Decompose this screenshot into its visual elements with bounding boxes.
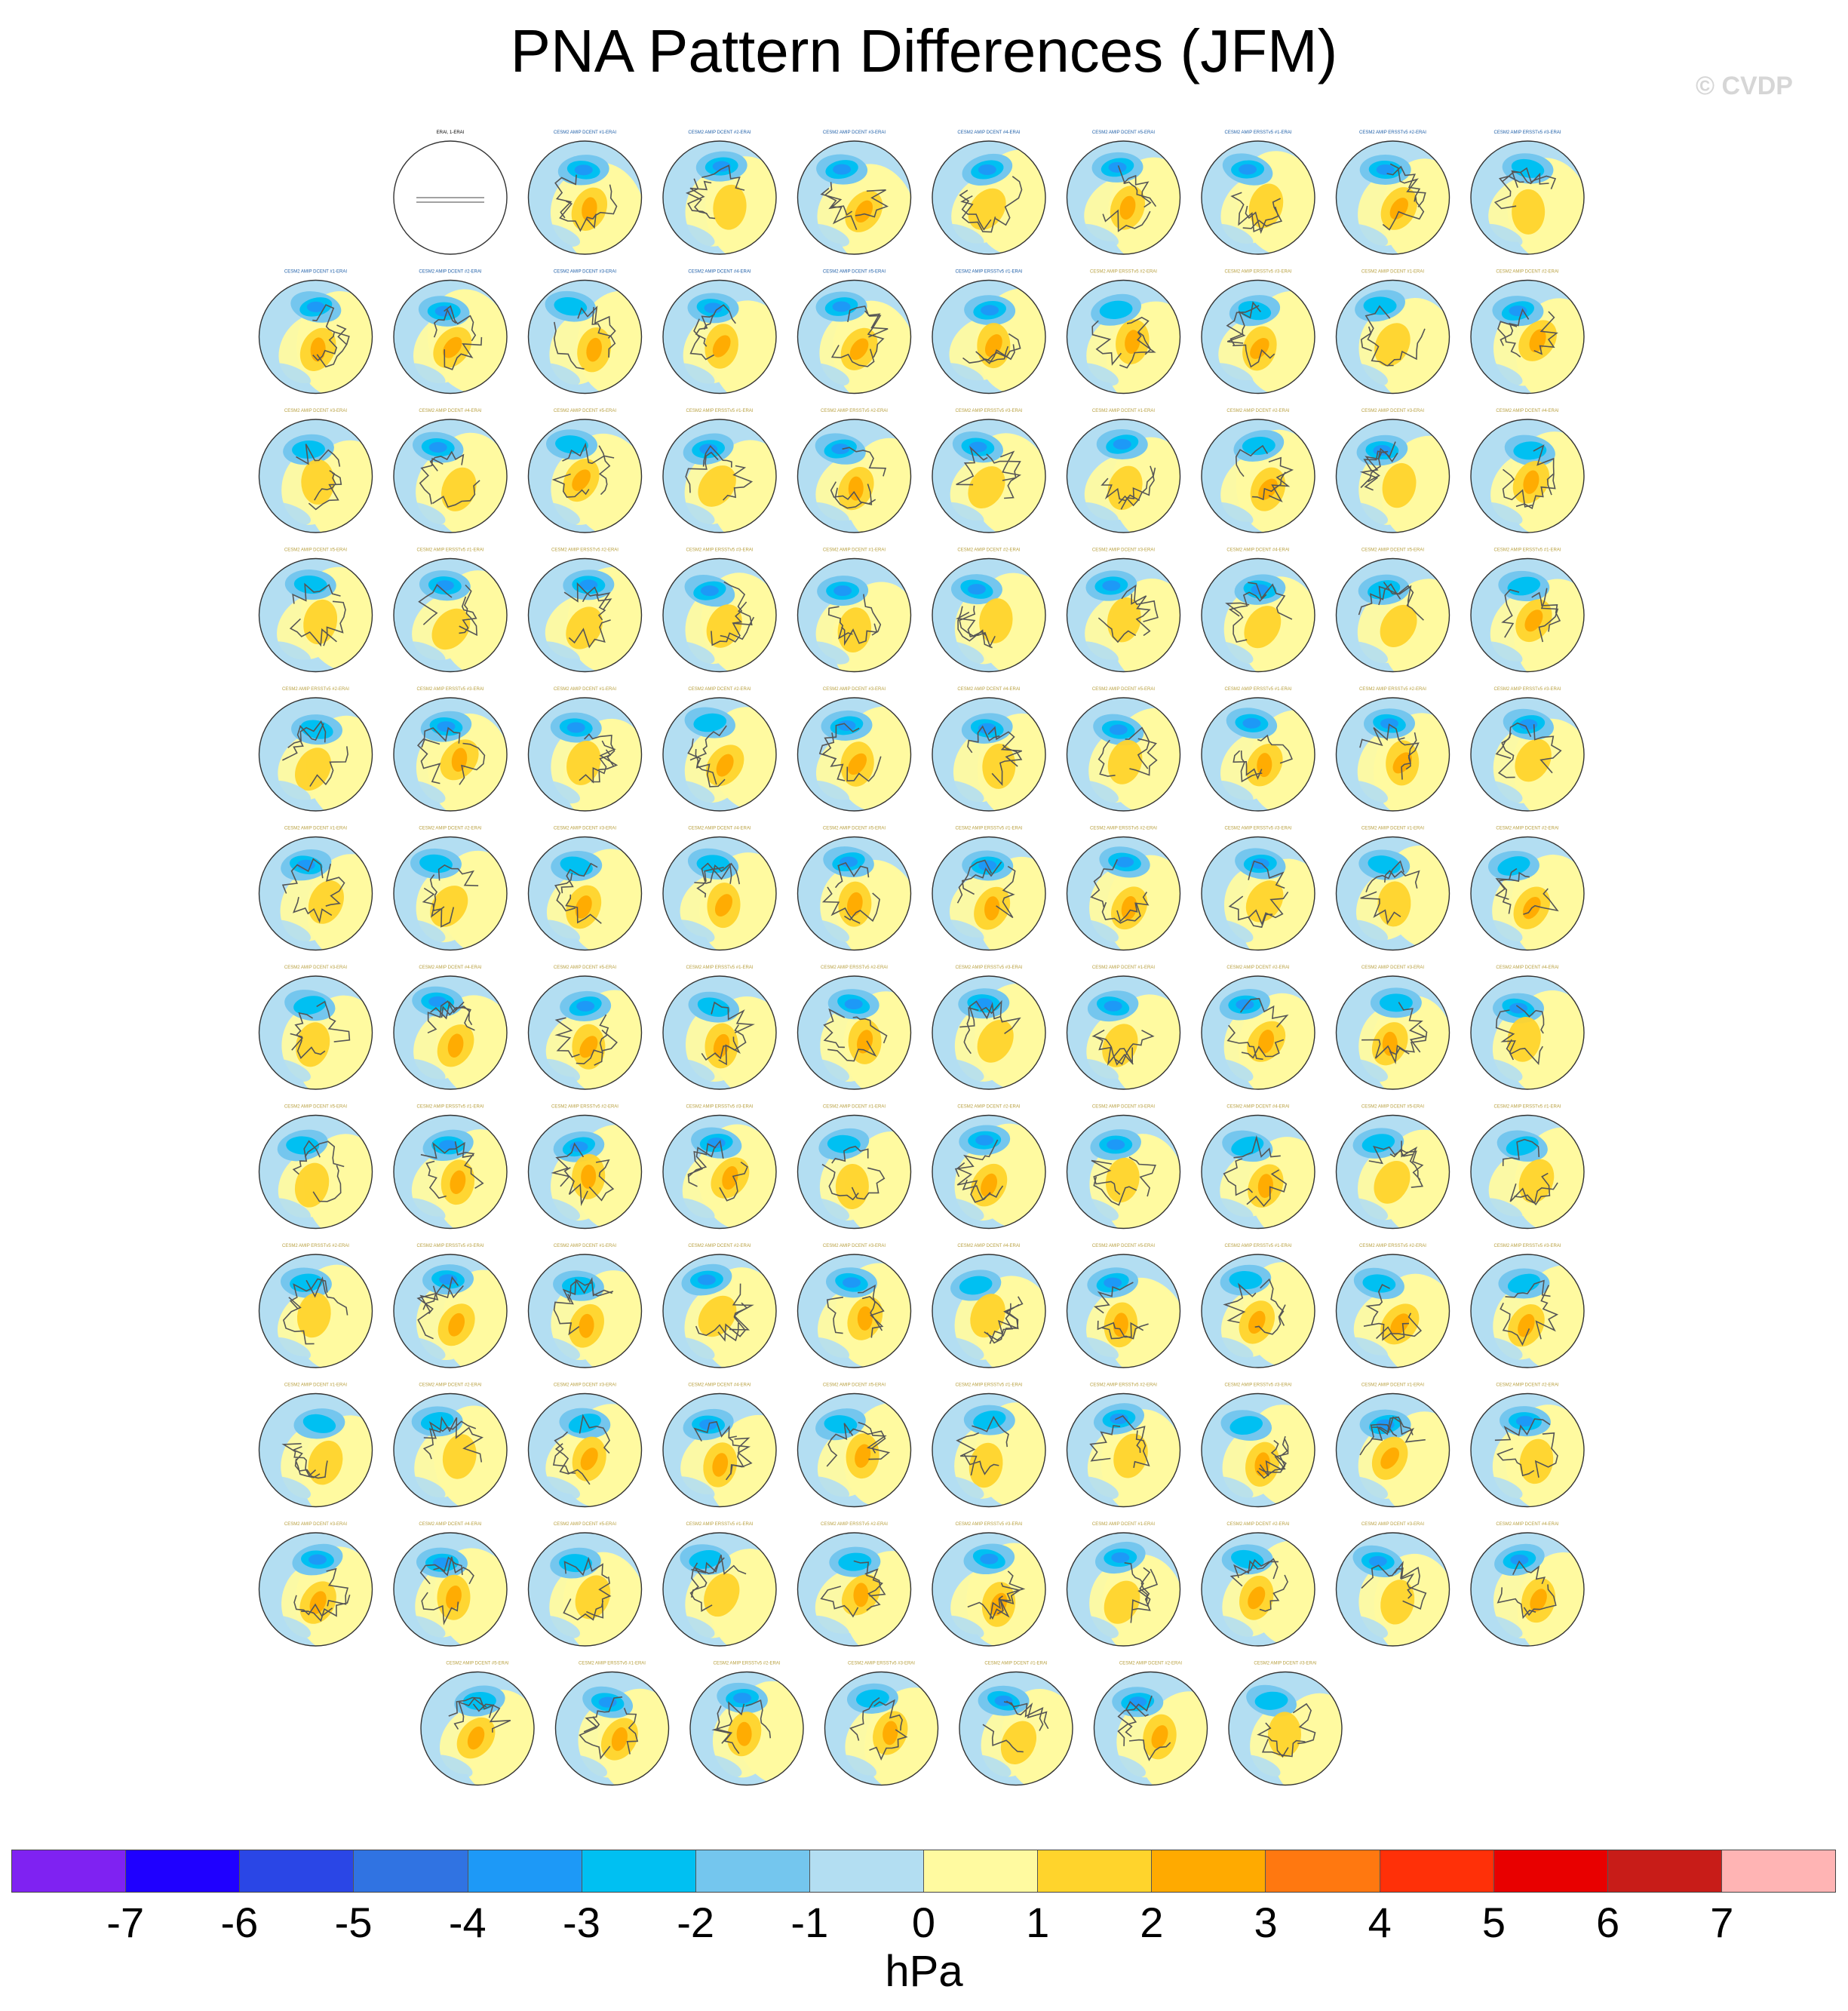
panel-title: CESM2 AMIP DCENT #5-ERAI bbox=[822, 269, 886, 275]
panel-title: CESM2 AMIP DCENT #4-ERAI bbox=[1226, 548, 1290, 553]
panel-title: CESM2 AMIP ERSSTv5 #2-ERAI bbox=[282, 687, 349, 692]
colorbar-bin bbox=[810, 1850, 924, 1892]
panel-title: CESM2 AMIP DCENT #3-ERAI bbox=[1091, 548, 1156, 553]
difference-map-panel bbox=[394, 1105, 527, 1242]
panel-title: CESM2 AMIP ERSSTv5 #3-ERAI bbox=[955, 409, 1023, 413]
difference-map-panel bbox=[1471, 1522, 1610, 1665]
difference-map-panel bbox=[932, 1383, 1058, 1509]
colorbar-bin bbox=[240, 1850, 354, 1892]
panel-title: CESM2 AMIP ERSSTv5 #3-ERAI bbox=[955, 1522, 1023, 1527]
panel-title: CESM2 AMIP DCENT #5-ERAI bbox=[1091, 687, 1156, 692]
panel-title: CESM2 AMIP ERSSTv5 #2-ERAI bbox=[551, 548, 619, 553]
panel-title: CESM2 AMIP DCENT #5-ERAI bbox=[1361, 548, 1425, 553]
difference-map-panel bbox=[1337, 1522, 1461, 1662]
colorbar-bin bbox=[1722, 1850, 1835, 1892]
colorbar-tick-label: 2 bbox=[1140, 1899, 1164, 1946]
difference-map-panel bbox=[529, 827, 656, 959]
difference-map-panel bbox=[798, 966, 929, 1098]
panel-title: CESM2 AMIP DCENT #2-ERAI bbox=[957, 548, 1021, 553]
difference-map-panel bbox=[663, 130, 791, 264]
panel-title: CESM2 AMIP ERSSTv5 #3-ERAI bbox=[955, 966, 1023, 970]
difference-map-panel bbox=[932, 1522, 1063, 1656]
panel-title: CESM2 AMIP ERSSTv5 #2-ERAI bbox=[551, 1104, 619, 1110]
panel-title: CESM2 AMIP DCENT #4-ERAI bbox=[419, 966, 482, 970]
difference-map-panel bbox=[798, 1383, 941, 1518]
difference-map-panel bbox=[1337, 827, 1482, 961]
panel-title: CESM2 AMIP DCENT #1-ERAI bbox=[553, 1244, 617, 1248]
colorbar-tick-label: -5 bbox=[334, 1899, 373, 1946]
difference-map-panel bbox=[798, 548, 932, 698]
panel-title: CESM2 AMIP DCENT #2-ERAI bbox=[688, 687, 751, 692]
panel-title: CESM2 AMIP DCENT #4-ERAI bbox=[957, 130, 1021, 135]
panel-title: CESM2 AMIP DCENT #5-ERAI bbox=[822, 826, 886, 831]
panel-title: CESM2 AMIP DCENT #3-ERAI bbox=[1361, 409, 1425, 413]
panel-title: CESM2 AMIP DCENT #5-ERAI bbox=[446, 1661, 509, 1666]
difference-map-panel bbox=[932, 409, 1064, 547]
panel-title: CESM2 AMIP DCENT #1-ERAI bbox=[1361, 269, 1425, 275]
difference-map-panel bbox=[259, 966, 393, 1110]
difference-map-panel bbox=[932, 270, 1067, 400]
difference-map-panel bbox=[798, 687, 933, 820]
panel-title: CESM2 AMIP ERSSTv5 #1-ERAI bbox=[955, 269, 1023, 275]
difference-map-panel bbox=[825, 1662, 965, 1804]
difference-map-panel bbox=[1471, 548, 1602, 689]
difference-map-panel bbox=[1202, 1383, 1344, 1520]
panel-title: CESM2 AMIP DCENT #2-ERAI bbox=[1226, 966, 1290, 970]
panel-title: CESM2 AMIP ERSSTv5 #1-ERAI bbox=[686, 409, 754, 413]
difference-map-panel bbox=[529, 687, 661, 833]
difference-map-panel bbox=[259, 827, 397, 965]
difference-map-panel bbox=[1337, 1383, 1470, 1522]
colorbar-tick-label: -7 bbox=[106, 1899, 145, 1946]
colorbar-tick-label: 6 bbox=[1596, 1899, 1620, 1946]
difference-map-panel bbox=[1067, 270, 1206, 417]
difference-map-panel bbox=[798, 1105, 940, 1245]
difference-map-panel bbox=[1471, 1105, 1613, 1242]
difference-map-panel bbox=[798, 1522, 940, 1664]
colorbar-bin bbox=[12, 1850, 126, 1892]
difference-map-panel bbox=[529, 1522, 652, 1661]
difference-map-panel bbox=[259, 1105, 390, 1242]
panel-title: CESM2 AMIP DCENT #2-ERAI bbox=[1496, 826, 1559, 831]
panel-title: CESM2 AMIP ERSSTv5 #3-ERAI bbox=[686, 1104, 754, 1110]
difference-map-panel bbox=[1067, 548, 1195, 685]
panel-title: CESM2 AMIP ERSSTv5 #1-ERAI bbox=[1493, 1104, 1561, 1110]
difference-map-panel bbox=[663, 1383, 809, 1531]
panel-title: CESM2 AMIP DCENT #3-ERAI bbox=[553, 826, 617, 831]
panel-title: CESM2 AMIP ERSSTv5 #3-ERAI bbox=[1493, 687, 1561, 692]
difference-map-panel bbox=[798, 130, 926, 276]
difference-map-panel bbox=[259, 548, 398, 681]
panel-title: CESM2 AMIP DCENT #5-ERAI bbox=[284, 1104, 348, 1110]
panel-title: CESM2 AMIP DCENT #3-ERAI bbox=[553, 1383, 617, 1388]
panel-title: CESM2 AMIP DCENT #2-ERAI bbox=[1119, 1661, 1183, 1666]
difference-map-panel bbox=[1471, 1383, 1592, 1514]
difference-map-panel bbox=[1067, 1383, 1186, 1516]
colorbar-bin bbox=[1608, 1850, 1722, 1892]
panel-title: CESM2 AMIP DCENT #1-ERAI bbox=[1361, 826, 1425, 831]
colorbar-tick-label: -1 bbox=[790, 1899, 829, 1946]
panel-title: CESM2 AMIP DCENT #3-ERAI bbox=[822, 130, 886, 135]
panel-title: CESM2 AMIP ERSSTv5 #2-ERAI bbox=[713, 1661, 781, 1666]
difference-map-panel bbox=[1202, 548, 1324, 684]
panel-title: CESM2 AMIP DCENT #3-ERAI bbox=[822, 1244, 886, 1248]
difference-map-panel bbox=[663, 1522, 793, 1655]
panel-title: CESM2 AMIP ERSSTv5 #2-ERAI bbox=[282, 1244, 349, 1248]
panel-title: CESM2 AMIP ERSSTv5 #2-ERAI bbox=[1359, 687, 1426, 692]
difference-map-panel bbox=[1202, 409, 1322, 537]
panel-title: CESM2 AMIP DCENT #4-ERAI bbox=[419, 409, 482, 413]
colorbar-tick-labels bbox=[11, 1898, 1836, 1951]
colorbar-tick-label: -6 bbox=[220, 1899, 259, 1946]
panel-title: CESM2 AMIP DCENT #2-ERAI bbox=[1496, 269, 1559, 275]
difference-map-panel bbox=[1471, 687, 1605, 830]
panel-title: CESM2 AMIP ERSSTv5 #3-ERAI bbox=[686, 548, 754, 553]
panel-title: CESM2 AMIP DCENT #1-ERAI bbox=[553, 130, 617, 135]
colorbar-bin bbox=[1038, 1850, 1152, 1892]
difference-map-panel bbox=[663, 966, 809, 1112]
panel-title: CESM2 AMIP ERSSTv5 #2-ERAI bbox=[1359, 1244, 1426, 1248]
difference-map-panel bbox=[1094, 1662, 1240, 1807]
panel-title: ERAI, 1-ERAI bbox=[436, 130, 465, 135]
difference-map-panel bbox=[932, 827, 1067, 968]
difference-map-panel bbox=[1202, 130, 1331, 264]
colorbar-bin bbox=[1494, 1850, 1608, 1892]
difference-map-panel bbox=[259, 1522, 383, 1655]
difference-map-panel bbox=[1067, 1522, 1190, 1664]
difference-map-panel bbox=[529, 1244, 661, 1379]
panel-title: CESM2 AMIP DCENT #4-ERAI bbox=[1496, 966, 1559, 970]
panel-title: CESM2 AMIP DCENT #3-ERAI bbox=[822, 687, 886, 692]
difference-map-panel bbox=[959, 1662, 1097, 1803]
panel-title: CESM2 AMIP DCENT #4-ERAI bbox=[688, 1383, 751, 1388]
colorbar-bin bbox=[696, 1850, 810, 1892]
difference-map-panel bbox=[1471, 827, 1596, 963]
difference-map-panel bbox=[690, 1662, 832, 1796]
difference-map-panel bbox=[932, 130, 1067, 262]
panel-title: CESM2 AMIP DCENT #2-ERAI bbox=[1226, 1522, 1290, 1527]
colorbar-bin bbox=[468, 1850, 582, 1892]
colorbar-tick-label: 4 bbox=[1368, 1899, 1392, 1946]
panel-title: CESM2 AMIP ERSSTv5 #3-ERAI bbox=[416, 687, 484, 692]
panel-title: CESM2 AMIP DCENT #5-ERAI bbox=[1091, 1244, 1156, 1248]
difference-map-panel bbox=[1229, 1662, 1368, 1807]
difference-map-panel bbox=[1067, 1244, 1203, 1392]
colorbar-bin bbox=[354, 1850, 468, 1892]
difference-map-panel bbox=[932, 1105, 1066, 1237]
panel-title: CESM2 AMIP DCENT #3-ERAI bbox=[284, 1522, 348, 1527]
colorbar-tick-label: 3 bbox=[1254, 1899, 1278, 1946]
panel-title: CESM2 AMIP DCENT #1-ERAI bbox=[1091, 1522, 1156, 1527]
difference-map-panel bbox=[259, 687, 394, 824]
panel-title: CESM2 AMIP ERSSTv5 #1-ERAI bbox=[416, 1104, 484, 1110]
difference-map-panel bbox=[663, 827, 798, 968]
panel-title: CESM2 AMIP DCENT #5-ERAI bbox=[822, 1383, 886, 1388]
difference-map-panel bbox=[1471, 130, 1600, 270]
panel-title: CESM2 AMIP DCENT #5-ERAI bbox=[284, 548, 348, 553]
difference-map-panel bbox=[663, 548, 796, 686]
panel-title: CESM2 AMIP ERSSTv5 #2-ERAI bbox=[1359, 130, 1426, 135]
panel-title: CESM2 AMIP ERSSTv5 #3-ERAI bbox=[848, 1661, 915, 1666]
difference-map-panel bbox=[1471, 409, 1604, 545]
colorbar-bin bbox=[1266, 1850, 1380, 1892]
panel-title: CESM2 AMIP ERSSTv5 #1-ERAI bbox=[1493, 548, 1561, 553]
panel-title: CESM2 AMIP DCENT #5-ERAI bbox=[1091, 130, 1156, 135]
panel-title: CESM2 AMIP DCENT #4-ERAI bbox=[1496, 1522, 1559, 1527]
panel-title: CESM2 AMIP DCENT #2-ERAI bbox=[688, 1244, 751, 1248]
panel-title: CESM2 AMIP ERSSTv5 #1-ERAI bbox=[416, 548, 484, 553]
panel-title: CESM2 AMIP ERSSTv5 #1-ERAI bbox=[686, 1522, 754, 1527]
panel-title: CESM2 AMIP DCENT #3-ERAI bbox=[1361, 966, 1425, 970]
difference-map-panel bbox=[798, 1244, 925, 1374]
panel-title: CESM2 AMIP DCENT #3-ERAI bbox=[553, 269, 617, 275]
panel-title: CESM2 AMIP DCENT #1-ERAI bbox=[1091, 966, 1156, 970]
difference-map-panel bbox=[1471, 270, 1603, 407]
difference-map-panel bbox=[529, 966, 665, 1105]
colorbar-bin bbox=[126, 1850, 240, 1892]
panel-title: CESM2 AMIP DCENT #1-ERAI bbox=[822, 1104, 886, 1110]
difference-map-panel bbox=[259, 1244, 381, 1373]
watermark: © CVDP bbox=[1696, 72, 1793, 100]
difference-map-panel bbox=[394, 409, 515, 540]
panel-title: CESM2 AMIP ERSSTv5 #1-ERAI bbox=[686, 966, 754, 970]
difference-map-panel bbox=[798, 827, 930, 973]
difference-map-panel bbox=[1337, 1105, 1468, 1239]
difference-map-panel bbox=[259, 1383, 400, 1531]
difference-map-panel bbox=[1202, 966, 1327, 1103]
difference-map-panel bbox=[1337, 966, 1457, 1104]
panel-title: CESM2 AMIP ERSSTv5 #1-ERAI bbox=[955, 826, 1023, 831]
difference-map-panel bbox=[1471, 966, 1598, 1101]
difference-map-panel bbox=[1067, 1105, 1186, 1241]
panel-title: CESM2 AMIP DCENT #2-ERAI bbox=[957, 1104, 1021, 1110]
difference-map-panel bbox=[663, 1244, 784, 1374]
difference-map-panel bbox=[663, 270, 803, 413]
panel-title: CESM2 AMIP ERSSTv5 #1-ERAI bbox=[1224, 130, 1292, 135]
colorbar-bin bbox=[1380, 1850, 1494, 1892]
panel-title: CESM2 AMIP DCENT #1-ERAI bbox=[284, 826, 348, 831]
panel-title: CESM2 AMIP DCENT #5-ERAI bbox=[553, 409, 617, 413]
panel-title: CESM2 AMIP ERSSTv5 #1-ERAI bbox=[1224, 687, 1292, 692]
panel-title: CESM2 AMIP DCENT #3-ERAI bbox=[284, 966, 348, 970]
difference-map-panel bbox=[394, 270, 524, 404]
panel-title: CESM2 AMIP DCENT #1-ERAI bbox=[284, 1383, 348, 1388]
difference-map-panel bbox=[529, 1105, 658, 1231]
colorbar-tick-label: -3 bbox=[563, 1899, 600, 1946]
panel-title: CESM2 AMIP DCENT #3-ERAI bbox=[1361, 1522, 1425, 1527]
panel-title: CESM2 AMIP DCENT #2-ERAI bbox=[1226, 409, 1290, 413]
panel-title: CESM2 AMIP DCENT #3-ERAI bbox=[1254, 1661, 1317, 1666]
colorbar-tick-label: 1 bbox=[1026, 1899, 1050, 1946]
difference-map-panel bbox=[932, 966, 1059, 1091]
panel-title: CESM2 AMIP DCENT #2-ERAI bbox=[419, 269, 482, 275]
panel-title: CESM2 AMIP ERSSTv5 #2-ERAI bbox=[821, 409, 888, 413]
difference-map-panel bbox=[932, 548, 1069, 686]
panel-title: CESM2 AMIP DCENT #4-ERAI bbox=[1496, 409, 1559, 413]
panel-title: CESM2 AMIP DCENT #4-ERAI bbox=[688, 826, 751, 831]
difference-map-panel bbox=[1337, 270, 1459, 405]
panel-title: CESM2 AMIP ERSSTv5 #2-ERAI bbox=[1090, 269, 1157, 275]
chart-title: PNA Pattern Differences (JFM) bbox=[510, 17, 1338, 84]
difference-map-panel bbox=[932, 1244, 1070, 1389]
panel-title: CESM2 AMIP DCENT #2-ERAI bbox=[688, 130, 751, 135]
difference-map-panel bbox=[394, 1244, 526, 1377]
panel-title: CESM2 AMIP DCENT #5-ERAI bbox=[1361, 1104, 1425, 1110]
difference-map-panel bbox=[1067, 827, 1196, 966]
panel-title: CESM2 AMIP ERSSTv5 #3-ERAI bbox=[1493, 130, 1561, 135]
panel-title: CESM2 AMIP DCENT #4-ERAI bbox=[1226, 1104, 1290, 1110]
difference-map-panel bbox=[798, 409, 935, 548]
difference-map-panel bbox=[394, 1383, 521, 1515]
panel-title: CESM2 AMIP ERSSTv5 #3-ERAI bbox=[1493, 1244, 1561, 1248]
panel-title: CESM2 AMIP ERSSTv5 #2-ERAI bbox=[1090, 1383, 1157, 1388]
panel-title: CESM2 AMIP ERSSTv5 #3-ERAI bbox=[1224, 269, 1292, 275]
colorbar-tick-label: -4 bbox=[448, 1899, 487, 1946]
difference-map-panel bbox=[394, 1522, 533, 1663]
panel-title: CESM2 AMIP DCENT #2-ERAI bbox=[419, 1383, 482, 1388]
colorbar-tick-label: -2 bbox=[677, 1899, 715, 1946]
difference-map-panel bbox=[1202, 827, 1337, 974]
colorbar-bin bbox=[582, 1850, 696, 1892]
panel-title: CESM2 AMIP DCENT #5-ERAI bbox=[553, 966, 617, 970]
difference-map-panel bbox=[556, 1662, 683, 1797]
panel-title: CESM2 AMIP ERSSTv5 #3-ERAI bbox=[416, 1244, 484, 1248]
difference-map-panel bbox=[1337, 130, 1468, 266]
panel-title: CESM2 AMIP ERSSTv5 #3-ERAI bbox=[1224, 1383, 1292, 1388]
difference-map-panel bbox=[529, 548, 659, 679]
difference-map-panel bbox=[1202, 1244, 1333, 1373]
difference-map-panel bbox=[1337, 548, 1476, 692]
difference-map-panel bbox=[932, 687, 1067, 824]
difference-map-panel bbox=[1202, 1522, 1335, 1648]
difference-map-panel bbox=[1471, 1244, 1611, 1378]
difference-map-panel bbox=[1337, 1244, 1473, 1387]
panel-title: CESM2 AMIP ERSSTv5 #3-ERAI bbox=[1224, 826, 1292, 831]
panel-title: CESM2 AMIP DCENT #4-ERAI bbox=[957, 687, 1021, 692]
panel-title: CESM2 AMIP ERSSTv5 #2-ERAI bbox=[821, 1522, 888, 1527]
difference-map-panel bbox=[529, 270, 666, 401]
difference-map-panel bbox=[1337, 687, 1472, 827]
difference-map-panel bbox=[1067, 966, 1195, 1102]
panel-title: CESM2 AMIP DCENT #3-ERAI bbox=[1091, 1104, 1156, 1110]
panel-title: CESM2 AMIP ERSSTv5 #1-ERAI bbox=[955, 1383, 1023, 1388]
panel-title: CESM2 AMIP DCENT #1-ERAI bbox=[984, 1661, 1048, 1666]
panel-title: CESM2 AMIP DCENT #2-ERAI bbox=[1496, 1383, 1559, 1388]
difference-map-panel bbox=[663, 1105, 787, 1235]
colorbar-units-label: hPa bbox=[885, 1947, 963, 1996]
reference-map-panel bbox=[394, 130, 507, 254]
difference-map-panel bbox=[798, 270, 924, 413]
difference-map-panel bbox=[529, 130, 653, 274]
difference-map-panel bbox=[259, 270, 385, 401]
panel-title: CESM2 AMIP DCENT #4-ERAI bbox=[688, 269, 751, 275]
difference-map-panel bbox=[394, 687, 511, 819]
difference-map-panel bbox=[1067, 409, 1201, 547]
panel-title: CESM2 AMIP DCENT #4-ERAI bbox=[419, 1522, 482, 1527]
panel-title: CESM2 AMIP DCENT #4-ERAI bbox=[957, 1244, 1021, 1248]
difference-map-panel bbox=[1202, 687, 1344, 824]
difference-map-panel bbox=[663, 687, 806, 821]
difference-map-panel bbox=[394, 548, 526, 680]
colorbar-bin bbox=[1152, 1850, 1266, 1892]
panel-title: CESM2 AMIP DCENT #2-ERAI bbox=[419, 826, 482, 831]
panel-title: CESM2 AMIP DCENT #5-ERAI bbox=[553, 1522, 617, 1527]
panel-title: CESM2 AMIP DCENT #1-ERAI bbox=[822, 548, 886, 553]
panel-title: CESM2 AMIP DCENT #3-ERAI bbox=[284, 409, 348, 413]
panel-title: CESM2 AMIP ERSSTv5 #2-ERAI bbox=[821, 966, 888, 970]
difference-map-panel bbox=[663, 409, 794, 548]
panel-title: CESM2 AMIP DCENT #1-ERAI bbox=[553, 687, 617, 692]
panel-title: CESM2 AMIP ERSSTv5 #2-ERAI bbox=[1090, 826, 1157, 831]
difference-map-panel bbox=[259, 409, 393, 548]
difference-map-panel bbox=[394, 966, 533, 1110]
panel-title: CESM2 AMIP DCENT #1-ERAI bbox=[284, 269, 348, 275]
difference-map-panel bbox=[529, 1383, 662, 1520]
colorbar-tick-label: 5 bbox=[1481, 1899, 1506, 1946]
difference-map-panel bbox=[1067, 130, 1201, 269]
colorbar bbox=[11, 1850, 1836, 1893]
panel-title: CESM2 AMIP DCENT #1-ERAI bbox=[1091, 409, 1156, 413]
colorbar-bin bbox=[924, 1850, 1038, 1892]
difference-map-panel bbox=[529, 409, 666, 548]
difference-map-panel bbox=[421, 1662, 544, 1797]
colorbar-tick-label: 0 bbox=[911, 1899, 936, 1946]
panel-title: CESM2 AMIP ERSSTv5 #1-ERAI bbox=[1224, 1244, 1292, 1248]
difference-map-panel bbox=[1067, 687, 1204, 822]
difference-map-panel bbox=[1202, 270, 1342, 406]
panel-title: CESM2 AMIP ERSSTv5 #1-ERAI bbox=[579, 1661, 646, 1666]
difference-map-panel bbox=[1202, 1105, 1340, 1249]
difference-map-panel bbox=[394, 827, 533, 964]
panel-title: CESM2 AMIP DCENT #1-ERAI bbox=[1361, 1383, 1425, 1388]
difference-map-panel bbox=[1337, 409, 1478, 550]
colorbar-tick-label: 7 bbox=[1710, 1899, 1734, 1946]
